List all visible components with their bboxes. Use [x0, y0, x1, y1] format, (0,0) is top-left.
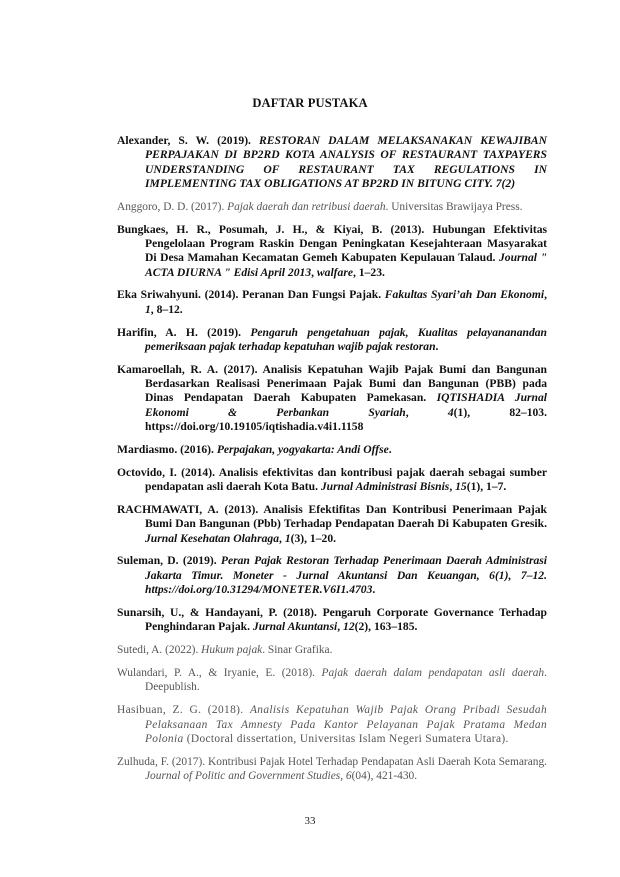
reference-text: Bungkaes, H. R., Posumah, J. H., & Kiyai, B. (2013). Hubungan Efektivitas Pengelolaan Program Raskin Dengan Peningkatan Kesejahteraan Masyarakat Di Desa Mamahan Kecamatan Gemeh Kabupaten Kepulauan Talaud.: [117, 222, 547, 265]
reference-text: Sutedi, A. (2022).: [117, 644, 202, 657]
reference-entry: [117, 288, 547, 317]
reference-text: Sunarsih, U., & Handayani, P. (2018). Pengaruh Corporate Governance Terhadap Penghindaran Pajak.: [117, 605, 547, 634]
reference-text: RACHMAWATI, A. (2013). Analisis Efektifitas Dan Kontribusi Penerimaan Pajak Bumi Dan Bangunan (Pbb) Terhadap Pendapatan Daerah Di Kabupaten Gresik.: [117, 502, 547, 531]
reference-italic-text: 1: [284, 531, 291, 545]
reference-entry: [117, 134, 547, 191]
reference-text: ,: [279, 531, 285, 545]
reference-text: ,: [340, 770, 346, 782]
reference-entry: [117, 363, 547, 434]
reference-text: Octovido, I. (2014). Analisis efektivitas dan kontribusi pajak daerah sebagai sumber pendapatan asli daerah Kota Batu.: [117, 465, 547, 494]
reference-text: .: [372, 583, 376, 597]
reference-italic-text: RESTORAN DALAM MELAKSANAKAN KEWAJIBAN PERPAJAKAN DI BP2RD KOTA ANALYSIS OF RESTAURANT TAXPAYERS UNDERSTANDING OF RESTAURANT TAX REGULATIONS IN IMPLEMENTING TAX OBLIGATIONS AT BP2RD IN BITUNG CITY. 7(2): [145, 134, 547, 190]
reference-text: Hasibuan, Z. G. (2018).: [117, 704, 250, 717]
reference-text: (Doctoral dissertation, Universitas Islam Negeri Sumatera Utara).: [183, 732, 509, 745]
reference-text: ,: [311, 265, 317, 279]
reference-italic-text: Perpajakan, yogyakarta: Andi Offse: [216, 442, 389, 456]
reference-entry: [117, 554, 547, 597]
reference-text: ,: [449, 480, 456, 494]
reference-entry: [117, 200, 547, 214]
reference-italic-text: Hukum pajak: [201, 644, 263, 657]
reference-italic-text: walfare: [316, 265, 353, 279]
reference-italic-text: 1: [145, 302, 151, 316]
reference-text: (04), 421-430.: [351, 770, 418, 782]
reference-italic-text: 12: [343, 620, 355, 634]
reference-text: (1), 82–103. https://doi.org/10.19105/iqtishadia.v4i1.1158: [145, 405, 548, 434]
reference-italic-text: IQTISHADIA Jurnal Ekonomi & Perbankan Syariah: [145, 391, 547, 419]
reference-entry: [117, 606, 547, 635]
reference-italic-text: Jurnal Administrasi Bisnis: [320, 480, 450, 494]
reference-text: , 8–12.: [150, 302, 183, 316]
reference-entry: [117, 755, 547, 784]
reference-italic-text: Journal " ACTA DIURNA " Edisi April 2013: [145, 251, 548, 279]
reference-text: Harifin, A. H. (2019).: [117, 325, 251, 339]
reference-text: . Deepublish.: [145, 667, 547, 694]
reference-list: [117, 134, 547, 792]
reference-text: ,: [405, 405, 448, 419]
reference-italic-text: 15: [455, 480, 467, 494]
reference-entry: [117, 466, 547, 495]
reference-italic-text: 4: [447, 405, 454, 419]
reference-italic-text: Jurnal Akuntansi: [252, 620, 338, 634]
reference-italic-text: Peran Pajak Restoran Terhadap Penerimaan Daerah Administrasi Jakarta Timur. Moneter - Jurnal Akuntansi Dan Keuangan, 6(1), 7–12. https://doi.org/10.31294/MONETER.V6I1.4703: [145, 554, 547, 597]
reference-italic-text: 6: [345, 770, 352, 782]
reference-italic-text: Analisis Kepatuhan Wajib Pajak Orang Pribadi Sesudah Pelaksanaan Tax Amnesty Pada Kantor Pelayanan Pajak Pratama Medan Polonia: [145, 704, 547, 745]
reference-text: Mardiasmo. (2016).: [117, 442, 217, 456]
reference-text: . Universitas Brawijaya Press.: [385, 200, 523, 213]
reference-entry: [117, 666, 547, 695]
reference-text: .: [435, 339, 439, 353]
reference-italic-text: Fakultas Syari’ah Dan Ekonomi: [384, 288, 545, 302]
reference-text: ,: [544, 288, 547, 302]
reference-italic-text: Pengaruh pengetahuan pajak, Kualitas pelayananandan pemeriksaan pajak terhadap kepatuhan wajib pajak restoran: [145, 325, 547, 353]
reference-text: (1), 1–7.: [466, 480, 507, 494]
page-title: DAFTAR PUSTAKA: [252, 96, 368, 110]
reference-text: . Sinar Grafika.: [262, 644, 333, 657]
reference-text: Suleman, D. (2019).: [117, 554, 221, 568]
reference-entry: [117, 643, 547, 657]
reference-text: Alexander, S. W. (2019).: [117, 134, 260, 147]
reference-entry: [117, 703, 547, 746]
reference-entry: [117, 223, 547, 280]
reference-italic-text: Pajak daerah dan retribusi daerah: [227, 200, 386, 213]
reference-text: Wulandari, P. A., & Iryanie, E. (2018).: [117, 667, 322, 680]
reference-italic-text: Pajak daerah dalam pendapatan asli daerah: [321, 667, 545, 680]
reference-text: ,: [337, 620, 344, 634]
reference-italic-text: Jurnal Kesehatan Olahraga: [145, 531, 280, 545]
reference-text: , 1–23.: [353, 265, 385, 279]
reference-text: Anggoro, D. D. (2017).: [117, 200, 228, 213]
page-number: 33: [304, 815, 316, 827]
reference-entry: [117, 443, 547, 457]
reference-text: .: [388, 442, 392, 456]
reference-text: Kamaroellah, R. A. (2017). Analisis Kepatuhan Wajib Pajak Bumi dan Bangunan Berdasarkan Realisasi Penerimaan Pajak Bumi dan Bangunan (PBB) pada Dinas Pendapatan Daerah Kabupaten Pamekasan.: [117, 362, 547, 405]
reference-text: (3), 1–20.: [290, 531, 337, 545]
reference-entry: [117, 503, 547, 546]
reference-italic-text: Journal of Politic and Government Studies: [145, 770, 341, 782]
reference-text: (2), 163–185.: [354, 620, 418, 634]
reference-entry: [117, 326, 547, 355]
reference-text: Zulhuda, F. (2017). Kontribusi Pajak Hotel Terhadap Pendapatan Asli Daerah Kota Semarang.: [117, 755, 547, 768]
reference-text: Eka Sriwahyuni. (2014). Peranan Dan Fungsi Pajak.: [117, 288, 385, 302]
